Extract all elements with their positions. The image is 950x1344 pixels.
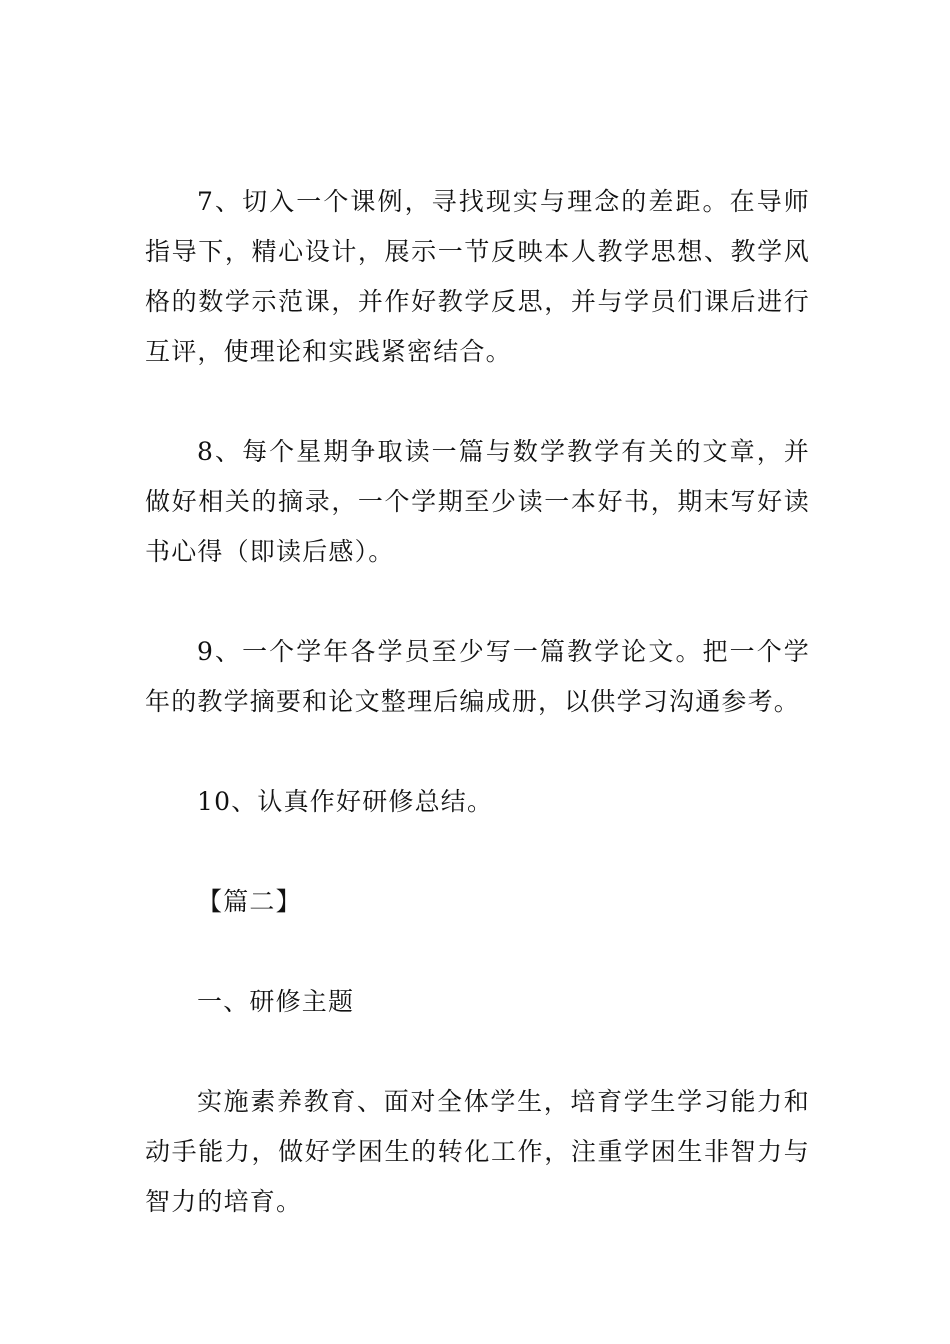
- paragraph-item-7: 7、切入一个课例，寻找现实与理念的差距。在导师指导下，精心设计，展示一节反映本人教学思想、教学风格的数学示范课，并作好教学反思，并与学员们课后进行互评，使理论和实践紧密结合。: [145, 187, 810, 366]
- paragraph-research-theme-body: 实施素养教育、面对全体学生，培育学生学习能力和动手能力，做好学困生的转化工作，注重学困生非智力与智力的培育。: [145, 1087, 810, 1216]
- paragraph-item-10: 10、认真作好研修总结。: [197, 787, 494, 816]
- document-body: [145, 177, 810, 1227]
- paragraph-item-9: 9、一个学年各学员至少写一篇教学论文。把一个学年的教学摘要和论文整理后编成册，以供学习沟通参考。: [145, 637, 810, 716]
- section-heading-part-two: 【篇二】: [197, 887, 302, 916]
- paragraph-item-8: 8、每个星期争取读一篇与数学教学有关的文章，并做好相关的摘录，一个学期至少读一本好书，期末写好读书心得（即读后感）。: [145, 437, 810, 566]
- section-heading-research-theme: 一、研修主题: [197, 987, 355, 1016]
